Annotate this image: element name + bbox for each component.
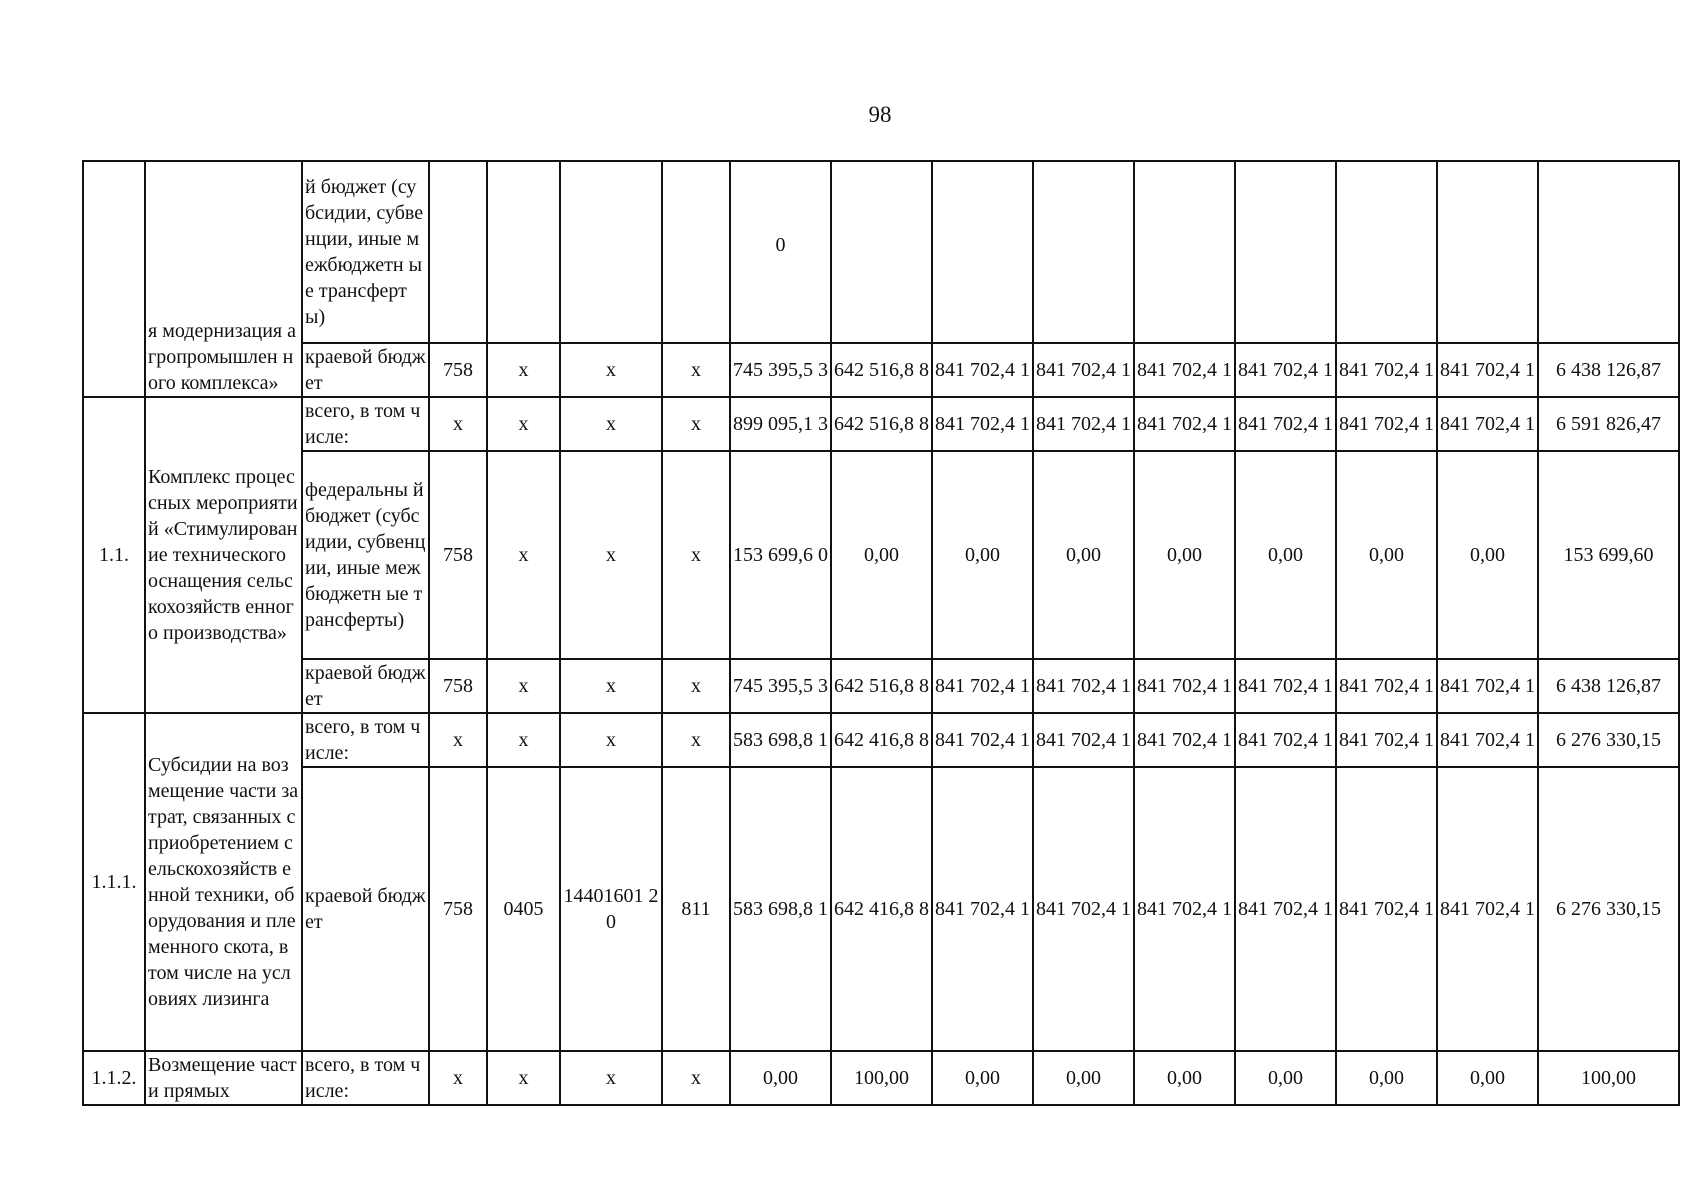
grbs-cell: 758 — [429, 659, 487, 713]
value-cell: 0,00 — [1336, 1051, 1437, 1105]
table-row — [83, 161, 1679, 343]
value-cell: 841 702,4 1 — [1336, 397, 1437, 451]
value-cell: 841 702,4 1 — [1336, 343, 1437, 397]
value-cell: 0,00 — [932, 1051, 1033, 1105]
rz-cell: x — [487, 713, 560, 767]
value-cell: 841 702,4 1 — [932, 343, 1033, 397]
row-number-cell — [83, 161, 145, 397]
vr-cell: 811 — [662, 767, 730, 1051]
grbs-cell: x — [429, 397, 487, 451]
value-cell: 0,00 — [831, 451, 932, 659]
funding-source-cell: й бюджет (субсидии, субвенции, иные межбюджетн ые трансферты) — [302, 161, 429, 343]
value-cell: 583 698,8 1 — [730, 713, 831, 767]
value-cell: 841 702,4 1 — [1134, 767, 1235, 1051]
value-cell: 841 702,4 1 — [1033, 767, 1134, 1051]
table-row — [83, 1051, 1679, 1105]
event-name-cell: Комплекс процессных мероприятий «Стимулирован ие технического оснащения сельскохозяйств енного производства» — [145, 397, 302, 713]
value-cell: 642 516,8 8 — [831, 397, 932, 451]
funding-source-cell: краевой бюджет — [302, 659, 429, 713]
value-cell: 841 702,4 1 — [1437, 713, 1538, 767]
funding-source-cell: краевой бюджет — [302, 343, 429, 397]
row-number-cell: 1.1.1. — [83, 713, 145, 1051]
value-cell: 0,00 — [1235, 451, 1336, 659]
funding-source-cell: федеральны й бюджет (субсидии, субвенции, иные межбюджетн ые трансферты) — [302, 451, 429, 659]
rz-cell: 0405 — [487, 767, 560, 1051]
csr-cell: 14401601 20 — [560, 767, 662, 1051]
table-row — [83, 451, 1679, 659]
value-cell: 642 416,8 8 — [831, 767, 932, 1051]
value-cell: 841 702,4 1 — [1437, 343, 1538, 397]
total-cell: 6 276 330,15 — [1538, 767, 1679, 1051]
value-cell: 745 395,5 3 — [730, 343, 831, 397]
value-cell: 0,00 — [1235, 1051, 1336, 1105]
value-cell: 841 702,4 1 — [1134, 659, 1235, 713]
value-cell: 642 516,8 8 — [831, 659, 932, 713]
rz-cell: x — [487, 659, 560, 713]
total-cell: 153 699,60 — [1538, 451, 1679, 659]
value-cell: 841 702,4 1 — [932, 659, 1033, 713]
value-cell: 0,00 — [1134, 1051, 1235, 1105]
value-cell: 642 516,8 8 — [831, 343, 932, 397]
rz-cell: x — [487, 1051, 560, 1105]
table-row — [83, 397, 1679, 451]
value-cell: 841 702,4 1 — [1033, 397, 1134, 451]
value-cell: 841 702,4 1 — [1134, 343, 1235, 397]
value-cell: 841 702,4 1 — [932, 767, 1033, 1051]
funding-source-cell: всего, в том числе: — [302, 397, 429, 451]
value-cell: 841 702,4 1 — [1336, 713, 1437, 767]
value-cell: 841 702,4 1 — [1033, 343, 1134, 397]
row-number-cell: 1.1. — [83, 397, 145, 713]
value-cell: 583 698,8 1 — [730, 767, 831, 1051]
value-cell: 841 702,4 1 — [932, 713, 1033, 767]
table-row — [83, 343, 1679, 397]
event-name-cell: Субсидии на возмещение части затрат, связанных с приобретением сельскохозяйств енной техники, оборудования и племенного скота, в том числе на условиях лизинга — [145, 713, 302, 1051]
value-cell: 0,00 — [1033, 451, 1134, 659]
csr-cell: x — [560, 659, 662, 713]
funding-source-cell: всего, в том числе: — [302, 1051, 429, 1105]
value-cell: 0,00 — [932, 451, 1033, 659]
value-cell: 841 702,4 1 — [932, 397, 1033, 451]
funding-source-cell: всего, в том числе: — [302, 713, 429, 767]
value-cell: 642 416,8 8 — [831, 713, 932, 767]
grbs-cell: x — [429, 1051, 487, 1105]
value-cell: 841 702,4 1 — [1235, 713, 1336, 767]
vr-cell: x — [662, 1051, 730, 1105]
grbs-cell: 758 — [429, 451, 487, 659]
value-cell: 0,00 — [1033, 1051, 1134, 1105]
rz-cell: x — [487, 343, 560, 397]
value-cell: 0 — [730, 161, 831, 343]
value-cell: 841 702,4 1 — [1437, 767, 1538, 1051]
table-row — [83, 713, 1679, 767]
total-cell: 6 438 126,87 — [1538, 343, 1679, 397]
value-cell: 0,00 — [1336, 451, 1437, 659]
value-cell: 153 699,6 0 — [730, 451, 831, 659]
vr-cell: x — [662, 713, 730, 767]
total-cell: 6 438 126,87 — [1538, 659, 1679, 713]
value-cell: 0,00 — [1437, 451, 1538, 659]
value-cell: 841 702,4 1 — [1336, 767, 1437, 1051]
row-number-cell: 1.1.2. — [83, 1051, 145, 1105]
rz-cell: x — [487, 397, 560, 451]
value-cell: 841 702,4 1 — [1033, 713, 1134, 767]
value-cell: 841 702,4 1 — [1033, 659, 1134, 713]
vr-cell: x — [662, 397, 730, 451]
grbs-cell: x — [429, 713, 487, 767]
value-cell: 0,00 — [1437, 1051, 1538, 1105]
csr-cell: x — [560, 397, 662, 451]
value-cell: 841 702,4 1 — [1235, 397, 1336, 451]
csr-cell: x — [560, 451, 662, 659]
funding-source-cell: краевой бюджет — [302, 767, 429, 1051]
value-cell: 841 702,4 1 — [1134, 397, 1235, 451]
value-cell: 100,00 — [831, 1051, 932, 1105]
grbs-cell: 758 — [429, 343, 487, 397]
value-cell: 841 702,4 1 — [1235, 343, 1336, 397]
csr-cell: x — [560, 343, 662, 397]
table-row — [83, 659, 1679, 713]
grbs-cell: 758 — [429, 767, 487, 1051]
value-cell: 841 702,4 1 — [1336, 659, 1437, 713]
event-name-cell: я модернизация агропромышлен ного комплекса» — [145, 161, 302, 397]
vr-cell: x — [662, 343, 730, 397]
value-cell: 841 702,4 1 — [1437, 397, 1538, 451]
value-cell: 0,00 — [730, 1051, 831, 1105]
value-cell: 841 702,4 1 — [1235, 767, 1336, 1051]
total-cell: 6 276 330,15 — [1538, 713, 1679, 767]
value-cell: 841 702,4 1 — [1437, 659, 1538, 713]
total-cell: 100,00 — [1538, 1051, 1679, 1105]
csr-cell: x — [560, 1051, 662, 1105]
value-cell: 841 702,4 1 — [1235, 659, 1336, 713]
vr-cell: x — [662, 659, 730, 713]
vr-cell: x — [662, 451, 730, 659]
value-cell: 841 702,4 1 — [1134, 713, 1235, 767]
table-row — [83, 767, 1679, 1051]
csr-cell: x — [560, 713, 662, 767]
event-name-cell: Возмещение части прямых — [145, 1051, 302, 1105]
value-cell: 745 395,5 3 — [730, 659, 831, 713]
rz-cell: x — [487, 451, 560, 659]
total-cell: 6 591 826,47 — [1538, 397, 1679, 451]
value-cell: 0,00 — [1134, 451, 1235, 659]
value-cell: 899 095,1 3 — [730, 397, 831, 451]
budget-table — [82, 160, 1680, 1106]
page-number: 98 — [868, 102, 892, 127]
